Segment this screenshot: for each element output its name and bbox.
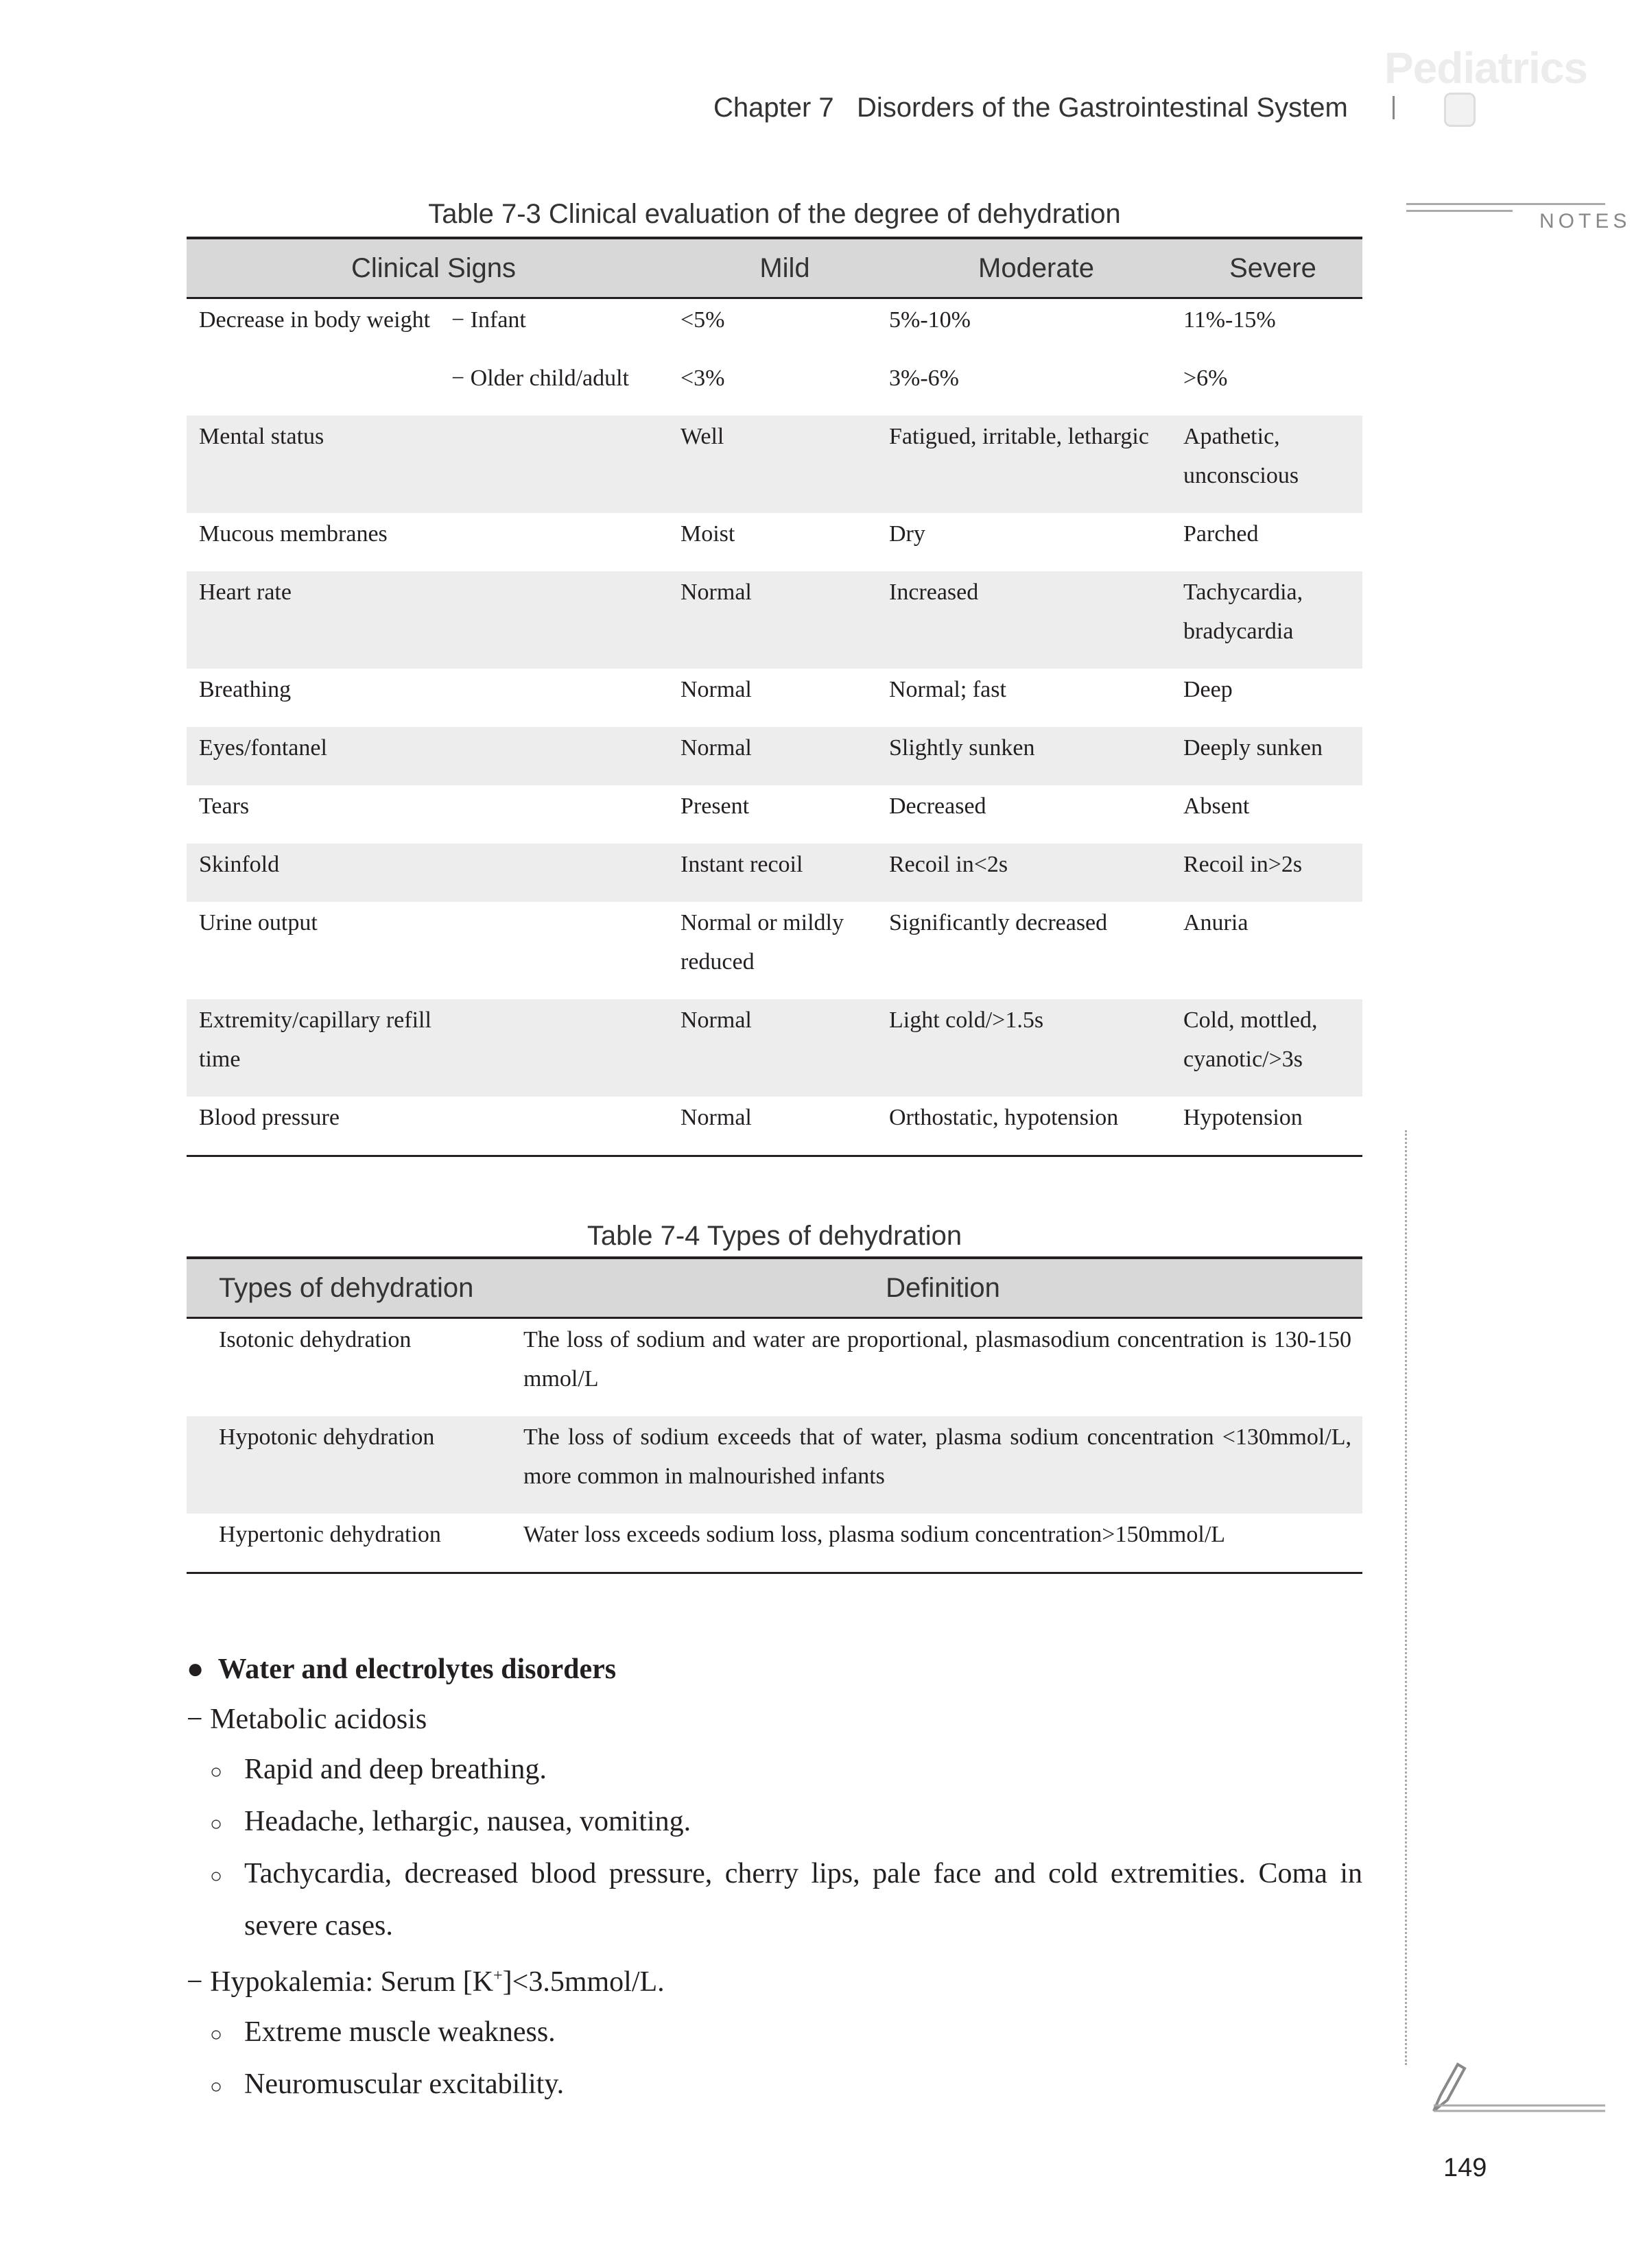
cell-text: Extremity/capillary refill time [199,1007,431,1072]
table-cell [187,416,451,513]
cell-text: Deep [1183,677,1233,702]
cell-text: Breathing [199,677,292,702]
table-cell [889,513,1183,571]
item-text: Headache, lethargic, nausea, vomiting. [244,1806,691,1837]
table-cell [1183,513,1362,571]
cell-text: 11%-15% [1183,307,1276,333]
superscript: + [493,1967,503,1985]
cell-text: Moist [681,521,735,547]
cell-text: Orthostatic, hypotension [889,1105,1119,1130]
cell-text: Increased [889,580,979,605]
dash-icon: − [187,1704,203,1735]
table-cell [187,513,451,571]
item-text: Rapid and deep breathing. [244,1754,547,1785]
column-header: Severe [1183,238,1362,298]
table-row [187,1416,1362,1514]
notes-label: NOTES [1539,210,1631,232]
table-cell [889,357,1183,416]
notes-rule [1406,210,1513,212]
cell-text: >6% [1183,366,1228,391]
table-cell [889,999,1183,1097]
item-text: Hypokalemia: Serum [K [210,1966,494,1998]
table-cell [681,298,889,358]
circle-bullet-icon: ○ [210,2075,223,2098]
table-cell [1183,902,1362,999]
cell-text: Hypotonic dehydration [219,1424,435,1450]
table-cell [451,1097,681,1156]
table-cell [889,669,1183,727]
cell-text: Significantly decreased [889,910,1108,935]
cell-text: Hypertonic dehydration [219,1522,441,1547]
cell-text: Tears [199,793,250,819]
table-cell [451,669,681,727]
column-header: Mild [681,238,889,298]
cell-text: Mucous membranes [199,521,388,547]
table-cell [451,357,681,416]
cell-text: Decreased [889,793,986,819]
table-cell [451,416,681,513]
sub-list-item [187,2007,1362,2060]
sub-list-item [187,1797,1362,1849]
cell-text: Instant recoil [681,852,803,877]
table-cell [681,513,889,571]
table-cell [681,571,889,669]
table-row [187,416,1362,513]
cell-text: Slightly sunken [889,735,1035,761]
table-cell [187,999,451,1097]
notes-dotted-line [1405,1130,1407,2065]
table-cell [889,785,1183,844]
heading-text: Water and electrolytes disorders [217,1654,617,1685]
table-row [187,999,1362,1097]
table-cell [1183,727,1362,785]
column-header: Definition [523,1258,1362,1318]
cell-text: Cold, mottled, cyanotic/>3s [1183,1007,1318,1072]
table-cell [1183,571,1362,669]
cell-text: Well [681,424,724,449]
table-cell [1183,357,1362,416]
table-cell [1183,669,1362,727]
cell-text: Isotonic dehydration [219,1327,412,1352]
dehydration-types-table [187,1256,1362,1574]
cell-text: − Infant [451,307,526,333]
table-row [187,844,1362,902]
cell-text: Normal [681,735,752,761]
list-item [187,1695,1362,1745]
table-cell [451,785,681,844]
table-cell [681,357,889,416]
table-row [187,357,1362,416]
table-cell [681,844,889,902]
cell-text: Heart rate [199,580,292,605]
table-cell [187,571,451,669]
cell-text: 5%-10% [889,307,971,333]
table-cell [889,571,1183,669]
cell-text: Decrease in body weight [199,307,431,333]
cell-text: 3%-6% [889,366,959,391]
table-cell [187,1318,523,1417]
sub-list-item [187,2060,1362,2112]
cell-text: − Older child/adult [451,366,630,391]
cell-text: <3% [681,366,725,391]
table-cell [681,785,889,844]
body-text [187,1645,1362,2112]
running-header: Chapter 7 Disorders of the Gastrointestinal System [713,93,1348,123]
table-cell [187,902,451,999]
table-cell [889,844,1183,902]
table-cell [889,902,1183,999]
cell-text: Normal [681,677,752,702]
notes-rule [1406,203,1605,205]
table-cell [187,1416,523,1514]
circle-bullet-icon: ○ [210,2023,223,2046]
table-cell [451,513,681,571]
table-cell [681,999,889,1097]
table-cell [681,1097,889,1156]
column-header: Clinical Signs [187,238,681,298]
column-header: Types of dehydration [187,1258,523,1318]
sub-list-item [187,1849,1362,1951]
table-row [187,785,1362,844]
circle-bullet-icon: ○ [210,1760,223,1783]
table-cell [1183,298,1362,358]
pencil-icon [1427,2057,1612,2119]
cell-text: Recoil in<2s [889,852,1008,877]
table-cell [187,1514,523,1573]
table-cell [451,298,681,358]
cell-text: Blood pressure [199,1105,340,1130]
table-cell [889,1097,1183,1156]
table-row [187,669,1362,727]
cell-text: Anuria [1183,910,1248,935]
cell-text: Recoil in>2s [1183,852,1303,877]
table-cell [681,669,889,727]
cell-text: Water loss exceeds sodium loss, plasma sodium concentration>150mmol/L [523,1522,1226,1547]
cell-text: Normal [681,1007,752,1033]
cell-text: Deeply sunken [1183,735,1323,761]
table-cell [187,727,451,785]
circle-bullet-icon: ○ [210,1865,223,1887]
table-cell [187,357,451,416]
table-cell [187,844,451,902]
item-text: Extreme muscle weakness. [244,2016,556,2048]
table-cell [889,416,1183,513]
table-row [187,571,1362,669]
cell-text: Skinfold [199,852,280,877]
item-text: Tachycardia, decreased blood pressure, cherry lips, pale face and cold extremities. Coma in severe cases. [244,1858,1362,1942]
table-cell [187,669,451,727]
cell-text: The loss of sodium and water are proportional, plasmasodium concentration is 130-150 mmol/L [523,1327,1351,1392]
table-cell [451,999,681,1097]
cell-text: Normal; fast [889,677,1006,702]
table-cell [451,844,681,902]
table-row [187,513,1362,571]
dash-icon: − [187,1966,203,1998]
cell-text: Dry [889,521,925,547]
sub-list-item [187,1745,1362,1797]
table-row [187,902,1362,999]
bullet-icon: ● [187,1654,204,1685]
circle-bullet-icon: ○ [210,1813,223,1835]
cell-text: The loss of sodium exceeds that of water, plasma sodium concentration <130mmol/L, more common in malnourished infants [523,1424,1351,1489]
cell-text: Tachycardia, bradycardia [1183,580,1303,644]
cell-text: Parched [1183,521,1259,547]
table-cell [681,902,889,999]
book-brand-watermark: Pediatrics [1384,43,1587,93]
table-row [187,727,1362,785]
table-cell [1183,999,1362,1097]
table-cell [1183,416,1362,513]
list-item [187,1951,1362,2007]
book-logo-icon [1444,93,1476,127]
table-caption: Table 7-4 Types of dehydration [587,1221,962,1251]
table-cell [523,1318,1362,1417]
cell-text: Fatigued, irritable, lethargic [889,424,1149,449]
dehydration-degree-table [187,237,1362,1157]
item-text: Neuromuscular excitability. [244,2068,565,2100]
table-cell [187,298,451,358]
cell-text: Apathetic, unconscious [1183,424,1299,488]
table-row [187,1097,1362,1156]
cell-text: Normal or mildly reduced [681,910,844,975]
column-header: Moderate [889,238,1183,298]
cell-text: <5% [681,307,725,333]
cell-text: Eyes/fontanel [199,735,327,761]
header-divider [1393,96,1395,119]
cell-text: Light cold/>1.5s [889,1007,1044,1033]
page-number: 149 [1443,2153,1487,2182]
table-row [187,298,1362,358]
table-cell [451,571,681,669]
table-cell [681,416,889,513]
section-heading [187,1645,1362,1695]
table-cell [681,727,889,785]
table-cell [523,1416,1362,1514]
table-cell [451,902,681,999]
cell-text: Urine output [199,910,318,935]
table-cell [1183,844,1362,902]
item-text: ]<3.5mmol/L. [502,1966,665,1998]
item-text: Metabolic acidosis [210,1704,427,1735]
table-cell [451,727,681,785]
table-row [187,1318,1362,1417]
table-cell [1183,1097,1362,1156]
table-cell [523,1514,1362,1573]
cell-text: Normal [681,580,752,605]
table-cell [889,298,1183,358]
table-cell [187,1097,451,1156]
table-cell [889,727,1183,785]
table-row [187,1514,1362,1573]
cell-text: Hypotension [1183,1105,1303,1130]
table-caption: Table 7-3 Clinical evaluation of the degree of dehydration [428,199,1121,229]
cell-text: Absent [1183,793,1250,819]
table-cell [187,785,451,844]
cell-text: Normal [681,1105,752,1130]
cell-text: Present [681,793,750,819]
table-cell [1183,785,1362,844]
cell-text: Mental status [199,424,324,449]
